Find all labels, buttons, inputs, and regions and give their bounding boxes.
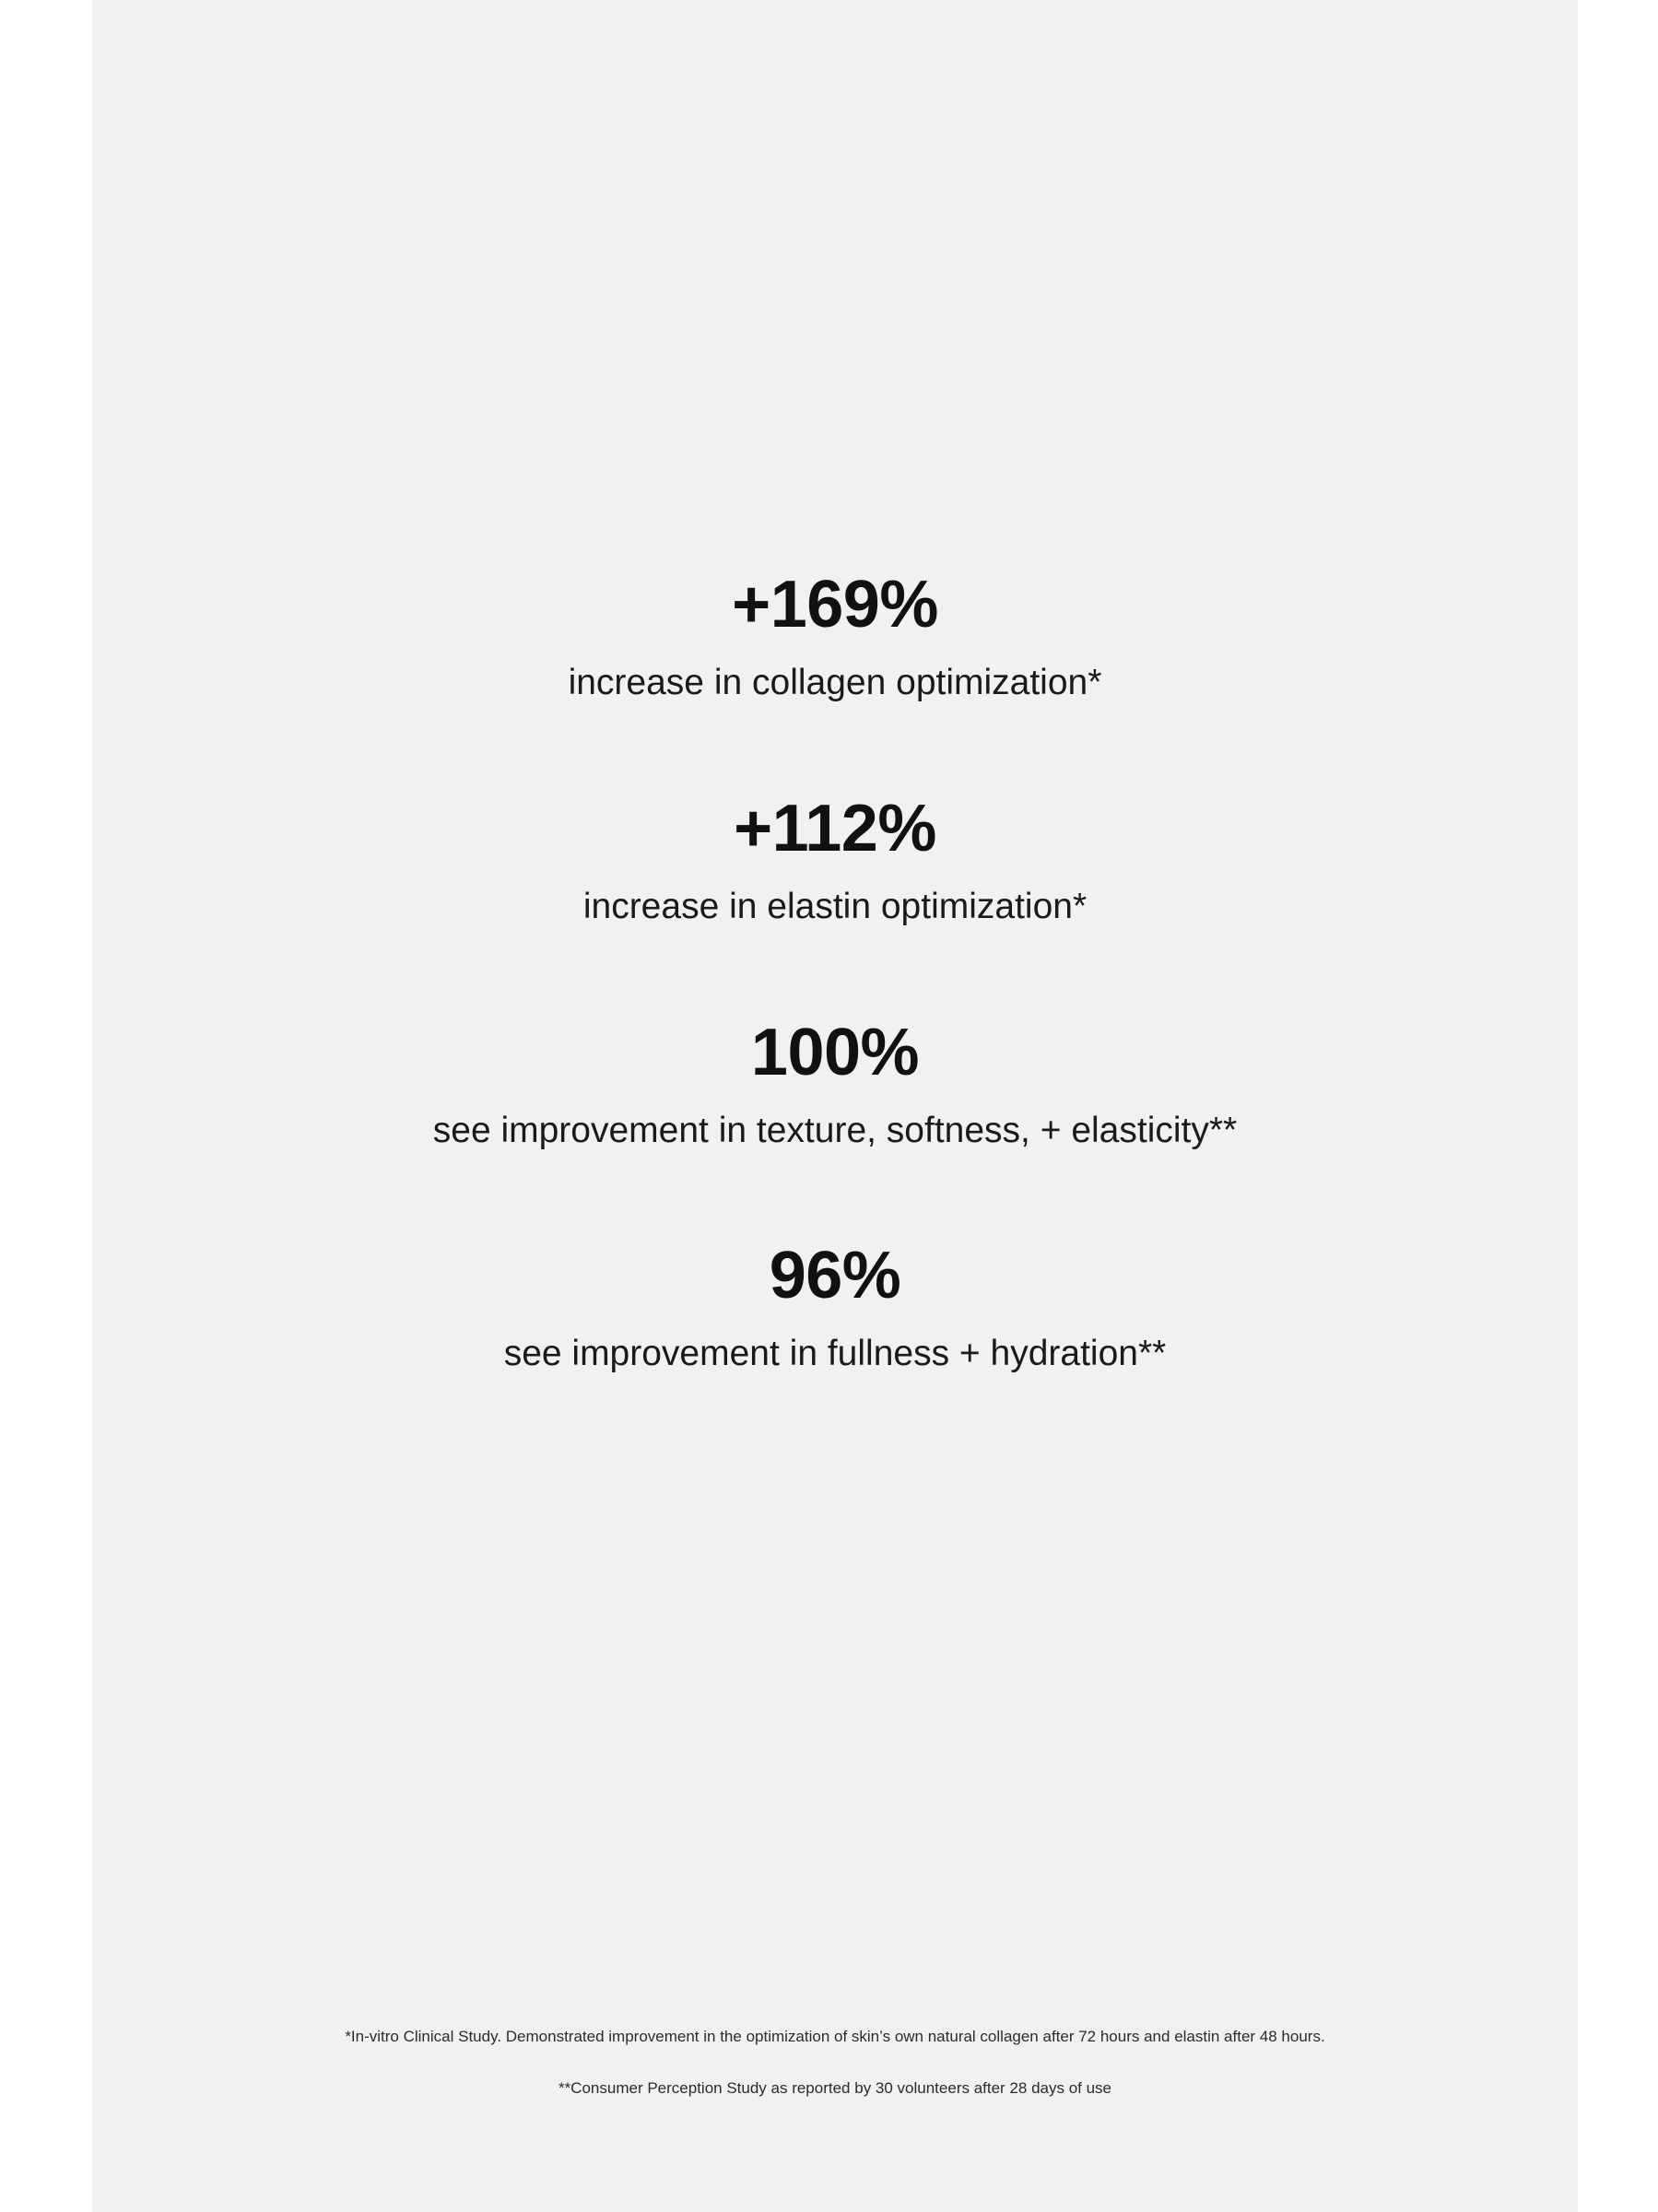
footnote-consumer-study: **Consumer Perception Study as reported by 30 volunteers after 28 days of use	[558, 2079, 1112, 2098]
footnotes	[92, 2026, 1578, 2100]
stat-item	[92, 568, 1578, 705]
stat-value: 100%	[750, 1015, 920, 1089]
stat-item	[92, 1015, 1578, 1153]
footnote-clinical-study: *In-vitro Clinical Study. Demonstrated improvement in the optimization of skin’s own natural collagen after 72 hours and elastin after 48 hours.	[345, 2028, 1325, 2046]
stat-value: +169%	[732, 568, 938, 641]
stats-panel	[92, 0, 1578, 2212]
stat-label: see improvement in texture, softness, + elasticity**	[432, 1110, 1238, 1150]
stat-label: see improvement in fullness + hydration**	[503, 1334, 1167, 1374]
stat-item	[92, 791, 1578, 929]
stat-label: increase in collagen optimization*	[568, 663, 1102, 702]
stat-value: 96%	[769, 1239, 901, 1313]
stat-value: +112%	[734, 791, 936, 865]
stat-item	[92, 1239, 1578, 1376]
stats-list	[92, 568, 1578, 1376]
stat-label: increase in elastin optimization*	[582, 886, 1088, 926]
